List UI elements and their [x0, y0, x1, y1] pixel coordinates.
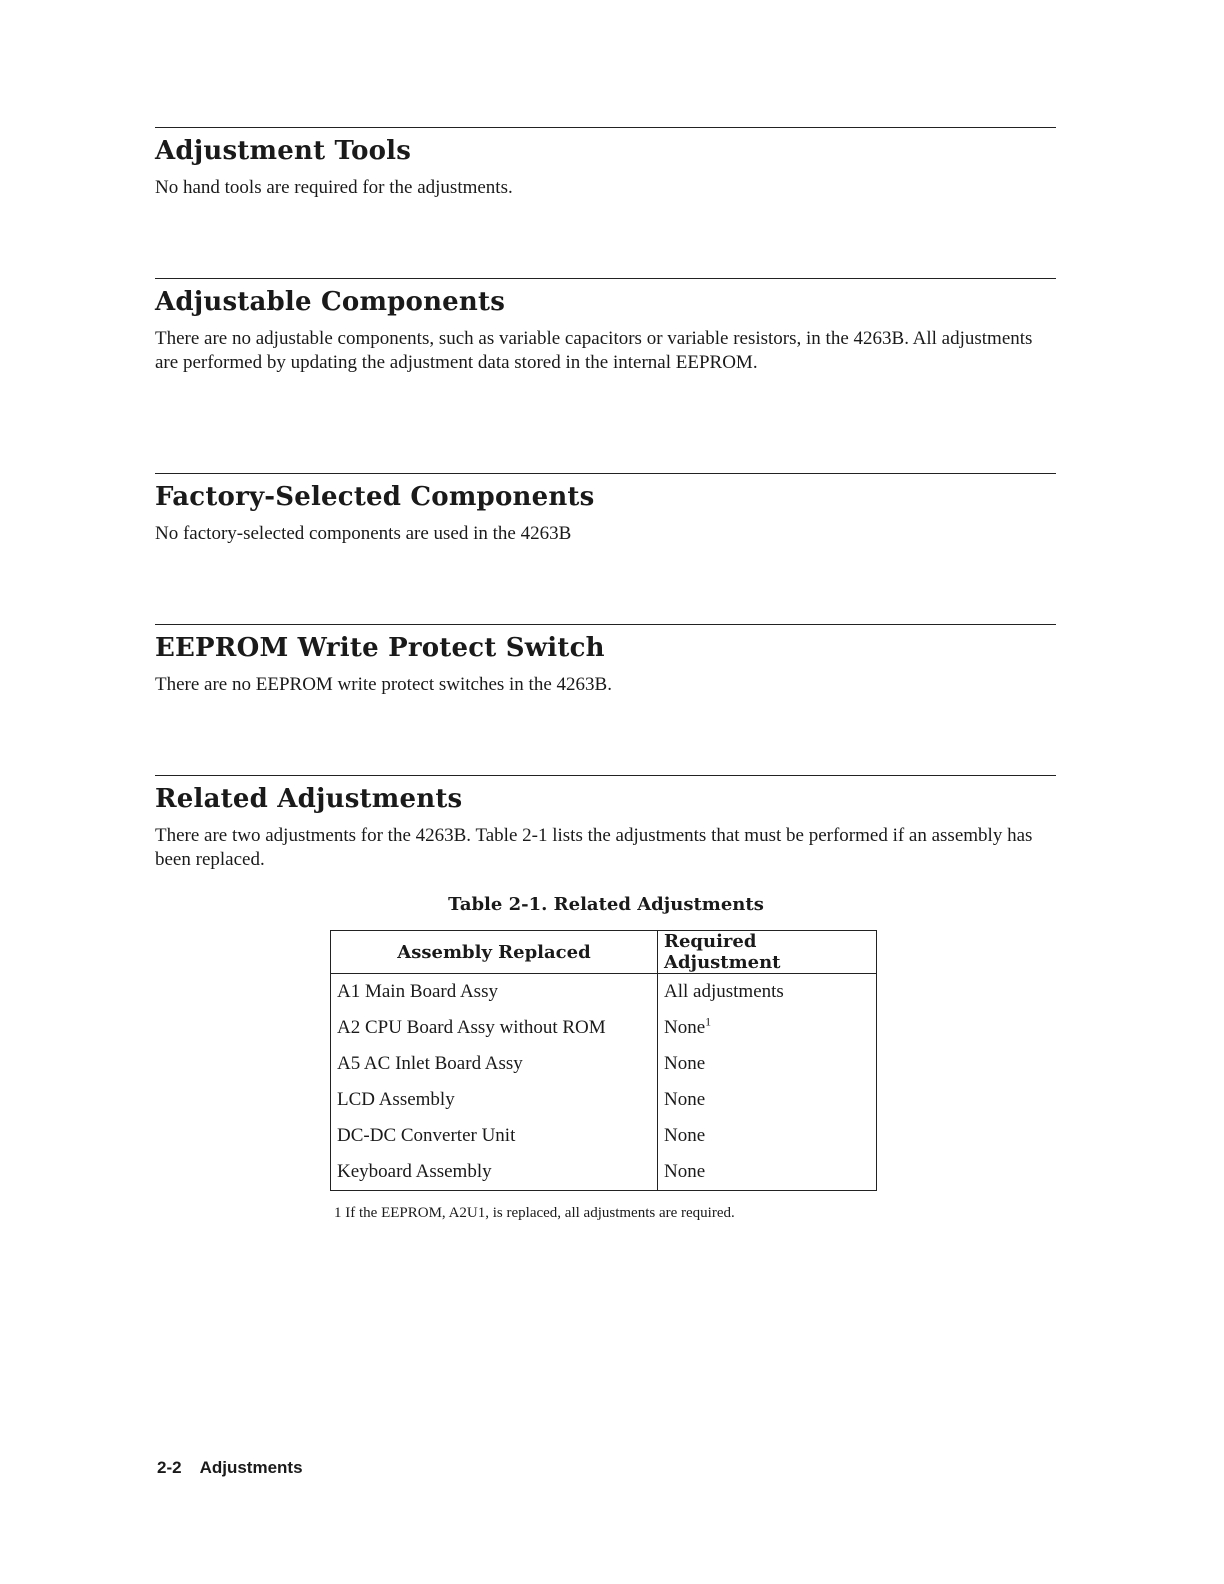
footnote-marker: 1: [705, 1014, 712, 1029]
column-header-adjustment: Required Adjustment: [658, 931, 877, 974]
table-row: [331, 1082, 877, 1118]
adjustment-value: None: [664, 1053, 706, 1074]
chapter-title: Adjustments: [199, 1458, 303, 1477]
section-heading: Related Adjustments: [155, 784, 463, 814]
section-body: No factory-selected components are used in the 4263B: [155, 523, 572, 544]
assembly-cell: A5 AC Inlet Board Assy: [331, 1046, 658, 1082]
section-body: There are two adjustments for the 4263B. Table 2-1 lists the adjustments that must be performed if an assembly has been replaced.: [155, 825, 1033, 870]
adjustment-value: None: [664, 1161, 706, 1182]
table-row: [331, 1118, 877, 1154]
section-heading: Adjustable Components: [155, 287, 506, 317]
table-header-row: [331, 931, 877, 974]
adjustment-cell: [658, 1154, 877, 1191]
column-header-assembly: Assembly Replaced: [331, 931, 658, 974]
section-heading: Factory-Selected Components: [155, 482, 595, 512]
adjustment-cell: [658, 1010, 877, 1046]
section-divider: [155, 127, 1056, 128]
assembly-cell: Keyboard Assembly: [331, 1154, 658, 1191]
adjustment-value: None: [664, 1089, 706, 1110]
adjustment-cell: [658, 1118, 877, 1154]
related-adjustments-table: [330, 930, 877, 1191]
section-body: No hand tools are required for the adjustments.: [155, 177, 513, 198]
page-footer: [157, 1458, 303, 1478]
assembly-cell: A1 Main Board Assy: [331, 974, 658, 1011]
section-divider: [155, 775, 1056, 776]
section-factory-selected-components: [155, 473, 1056, 546]
adjustment-cell: [658, 1046, 877, 1082]
table-caption: Table 2-1. Related Adjustments: [448, 894, 764, 915]
table-row: [331, 1154, 877, 1191]
section-adjustment-tools: [155, 127, 1056, 200]
adjustment-value: None: [664, 1125, 706, 1146]
assembly-cell: LCD Assembly: [331, 1082, 658, 1118]
section-body: There are no EEPROM write protect switches in the 4263B.: [155, 674, 612, 695]
section-heading: EEPROM Write Protect Switch: [155, 633, 605, 663]
assembly-cell: DC-DC Converter Unit: [331, 1118, 658, 1154]
section-divider: [155, 624, 1056, 625]
assembly-cell: A2 CPU Board Assy without ROM: [331, 1010, 658, 1046]
section-divider: [155, 278, 1056, 279]
section-body: There are no adjustable components, such as variable capacitors or variable resistors, in the 4263B. All adjustments are performed by updating the adjustment data stored in the internal EEPROM.: [155, 328, 1033, 373]
section-related-adjustments: [155, 775, 1056, 872]
section-divider: [155, 473, 1056, 474]
section-heading: Adjustment Tools: [155, 136, 412, 166]
table-footnote: 1 If the EEPROM, A2U1, is replaced, all adjustments are required.: [334, 1205, 735, 1221]
adjustment-value: All adjustments: [664, 981, 784, 1002]
table-row: [331, 1046, 877, 1082]
section-adjustable-components: [155, 278, 1056, 375]
table-row: [331, 974, 877, 1011]
adjustment-cell: [658, 1082, 877, 1118]
adjustment-value: None: [664, 1017, 706, 1038]
adjustment-cell: [658, 974, 877, 1011]
section-eeprom-write-protect: [155, 624, 1056, 697]
page-number: 2-2: [157, 1458, 182, 1477]
table-row: [331, 1010, 877, 1046]
